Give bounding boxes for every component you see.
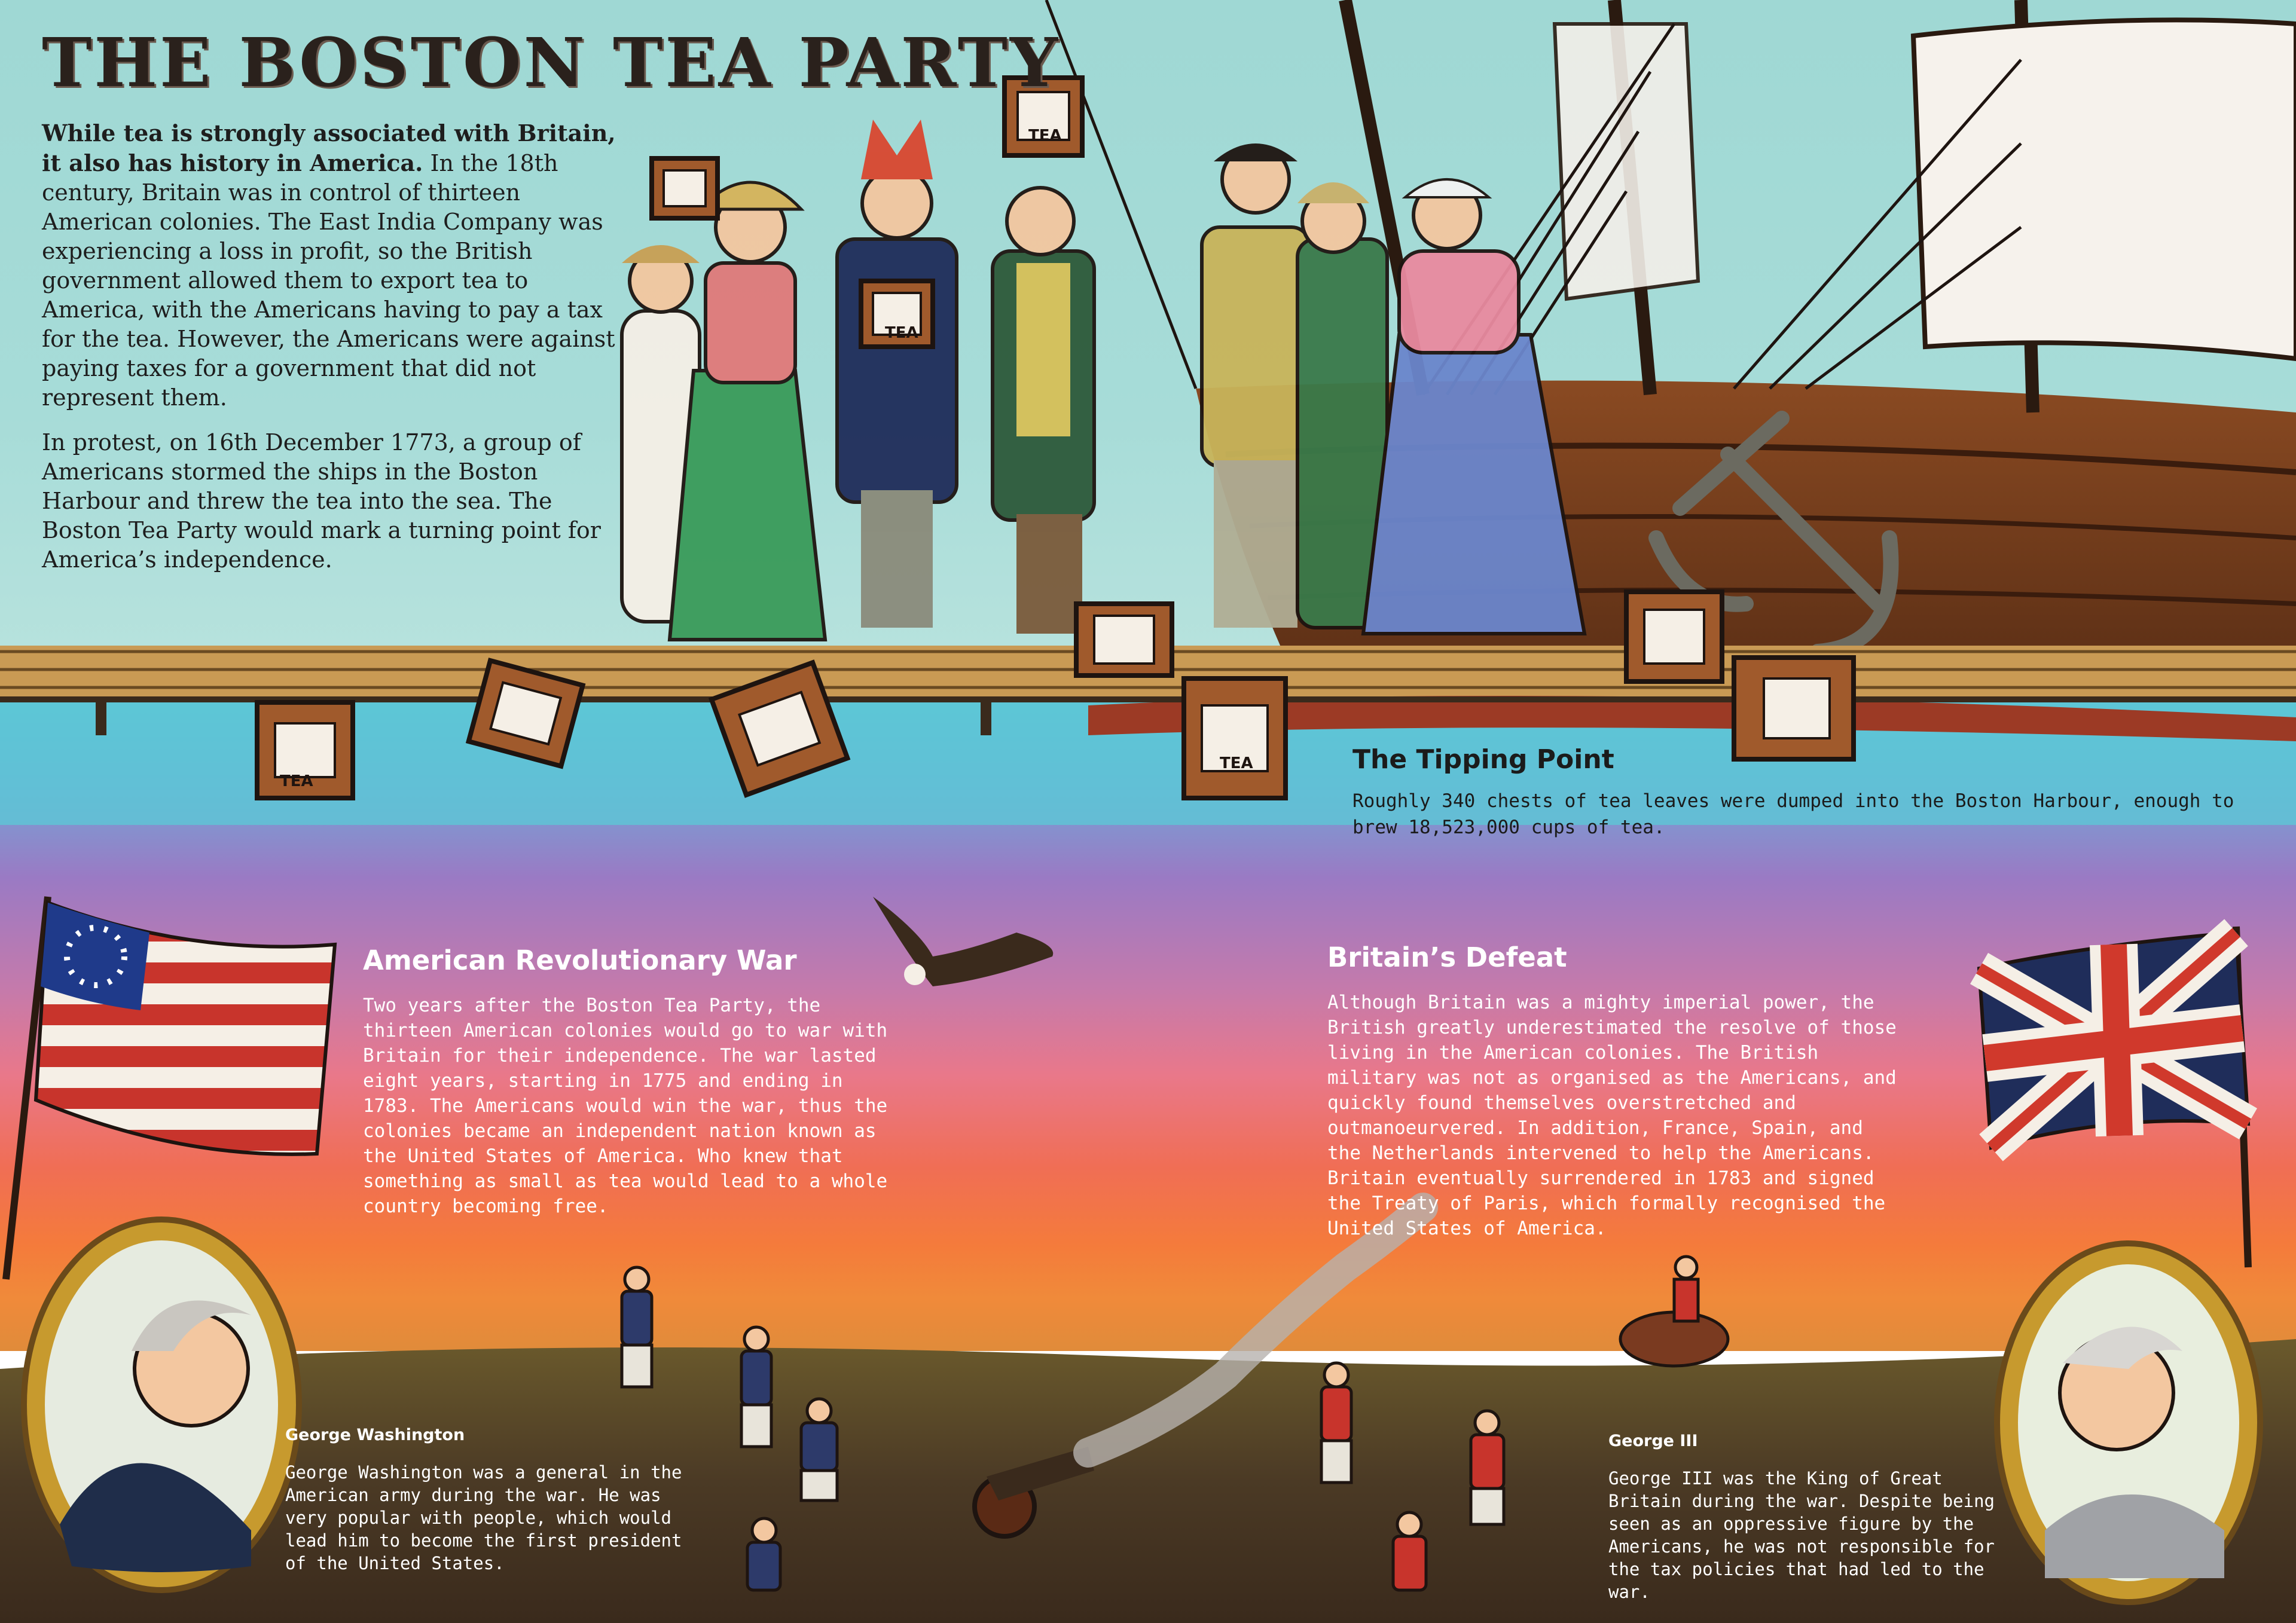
intro-paragraph-1-rest: In the 18th century, Britain was in control of thirteen American colonies. The East India Company was experiencing a loss in profit, so the British government allowed them to export tea to America, with the Americans having to pay a tax for the tea. However, the Americans were against paying taxes for a government that did not represent them. xyxy=(42,150,615,411)
tipping-point-section xyxy=(1352,744,2249,840)
intro-text xyxy=(42,118,616,590)
washington-section xyxy=(285,1426,704,1575)
svg-text:TEA: TEA xyxy=(280,772,313,790)
washington-body: George Washington was a general in the American army during the war. He was very popular with people, which would lead him to become the first president of the United States. xyxy=(285,1462,682,1573)
intro-lead: While tea is strongly associated with Britain, it also has history in America. xyxy=(42,120,616,176)
tipping-point-heading: The Tipping Point xyxy=(1352,744,1614,775)
george3-section xyxy=(1608,1432,2021,1603)
britains-defeat-heading: Britain’s Defeat xyxy=(1327,942,1567,973)
revolutionary-war-body: Two years after the Boston Tea Party, the thirteen American colonies would go to war with Britain for their independence. The war lasted eight years, starting in 1775 and ending in 1783. The Americans would win the war, thus the colonies became an independent nation known as the United States of America. Who knew that something as small as tea would lead to a whole country becoming free. xyxy=(363,995,888,1217)
tipping-point-body: Roughly 340 chests of tea leaves were dumped into the Boston Harbour, enough to brew 18,523,000 cups of tea. xyxy=(1352,790,2234,838)
george3-name: George III xyxy=(1608,1432,1698,1450)
page-title: THE BOSTON TEA PARTY xyxy=(42,24,1060,102)
intro-paragraph-2: In protest, on 16th December 1773, a group of Americans stormed the ships in the Boston Harbour and threw the tea into the sea. The Boston Tea Party would mark a turning point for America’s independence. xyxy=(42,429,601,573)
revolutionary-war-section xyxy=(363,945,907,1219)
revolutionary-war-heading: American Revolutionary War xyxy=(363,945,797,976)
intro-paragraph-1 xyxy=(42,118,616,412)
svg-text:TEA: TEA xyxy=(1028,127,1062,145)
washington-name: George Washington xyxy=(285,1426,465,1444)
britains-defeat-body: Although Britain was a mighty imperial power, the British greatly underestimated the resolve of those living in the American colonies. The British military was not as organised as the Americans, and quickly found themselves overstretched and outmanoeurvered. In addition, France, Spain, and the Netherlands intervened to help the Americans. Britain eventually surrendered in 1783 and signed the Treaty of Paris, which formally recognised the United States of America. xyxy=(1327,992,1897,1239)
svg-text:TEA: TEA xyxy=(1220,754,1253,772)
george3-body: George III was the King of Great Britain during the war. Despite being seen as an oppressive figure by the Americans, he was not responsible for the tax policies that had led to the war. xyxy=(1608,1468,1995,1602)
svg-text:TEA: TEA xyxy=(885,324,918,342)
britains-defeat-section xyxy=(1327,942,1901,1241)
